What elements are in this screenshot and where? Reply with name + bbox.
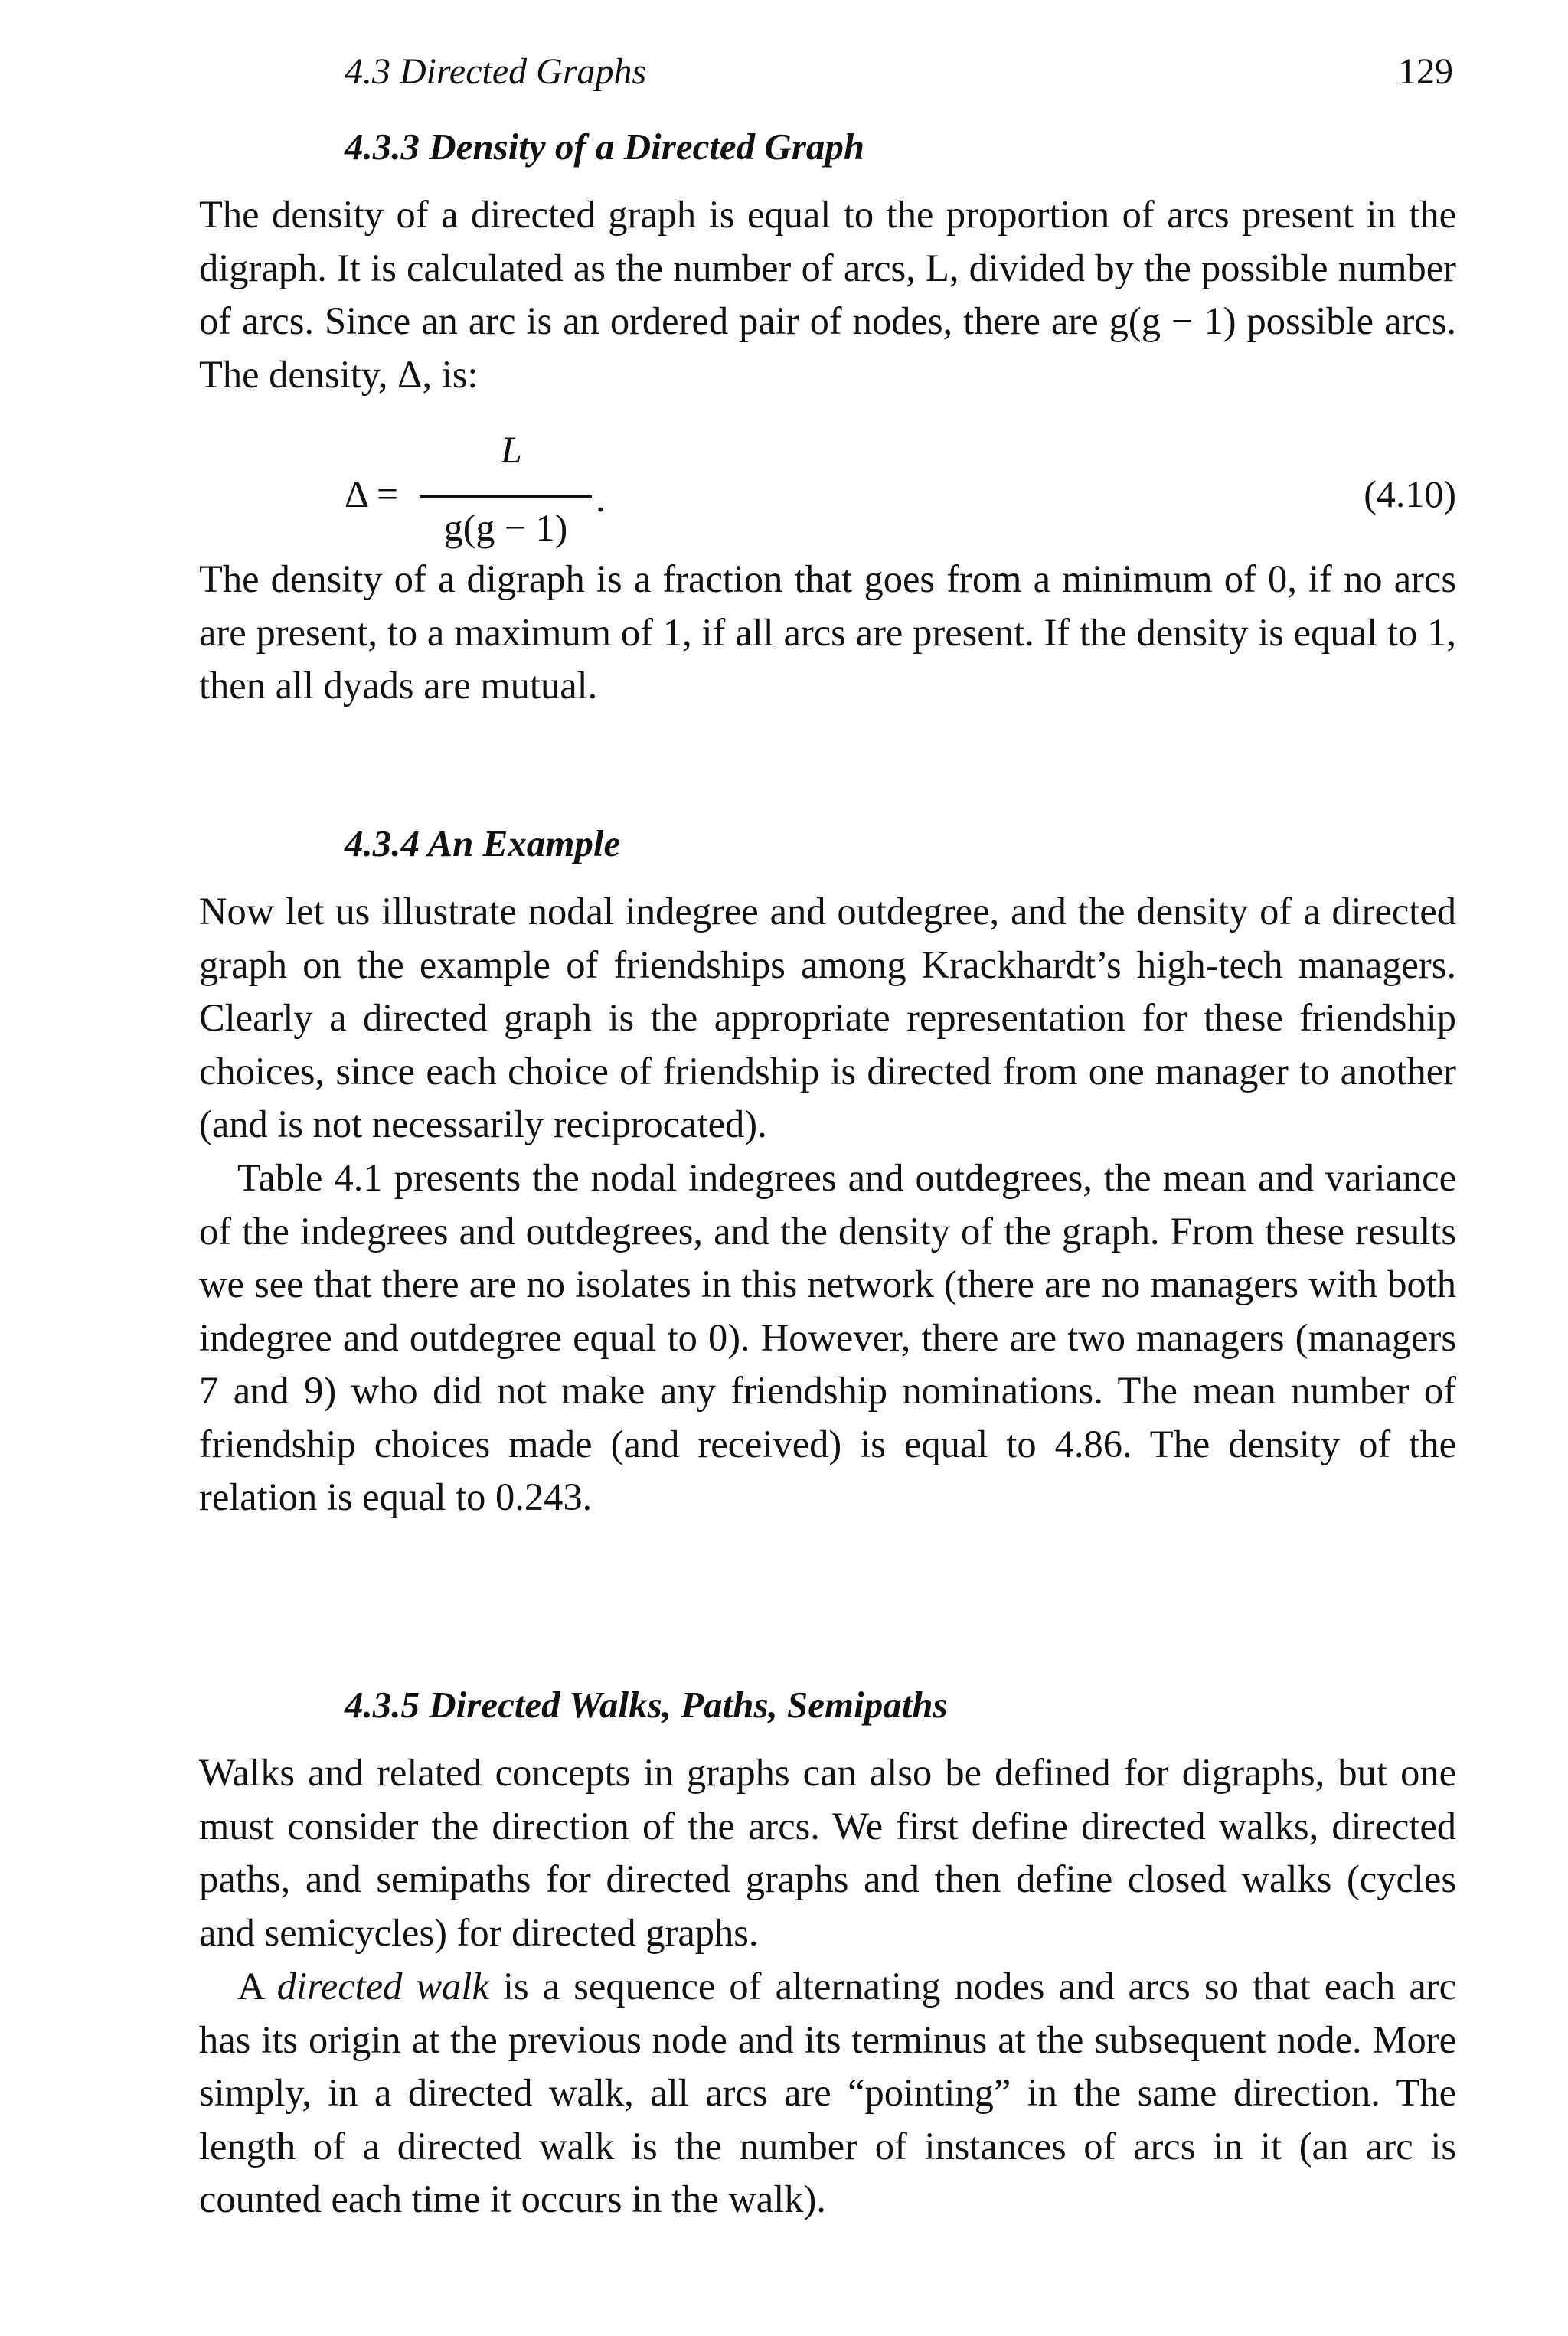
paragraph-density-definition: The density of a directed graph is equal to the proportion of arcs present in the digraph. It is calculated as the number of arcs, L, divided by the possible number of arcs. Since an arc is an ordered pair of nodes, there are g(g − 1) possible arcs. The density, Δ, is: [199,193,1456,396]
equation-4-10 [0,425,1568,570]
equation-period: . [596,477,606,520]
page-number: 129 [1398,51,1453,92]
section-heading-density: 4.3.3 Density of a Directed Graph [345,126,865,168]
equation-numerator: L [501,428,522,471]
equation-denominator: g(g − 1) [443,506,568,549]
section-heading-walks: 4.3.5 Directed Walks, Paths, Semipaths [345,1684,948,1726]
equation-fraction [420,425,606,570]
paragraph-density-range: The density of a digraph is a fraction that goes from a minimum of 0, if no arcs are present, to a maximum of 1, if all arcs are present. If the density is equal to 1, then all dyads are mutual. [199,557,1456,707]
directed-walk-definition: is a sequence of alternating nodes and arcs so that each arc has its origin at the previous node and its terminus at the subsequent node. More simply, in a directed walk, all arcs are “pointing” in the same direction. The length of a directed walk is the number of instances of arcs in it (an arc is counted each time it occurs in the walk). [199,1965,1457,2220]
running-head: 4.3 Directed Graphs [345,51,647,92]
paragraph-walks-intro: Walks and related concepts in graphs can also be defined for digraphs, but one must consider the direction of the arcs. We first define directed walks, directed paths, and semipaths for directed graphs and then define closed walks (cycles and semicycles) for directed graphs. [199,1751,1456,1954]
paragraph-directed-walk [199,1960,1456,2227]
equation-lhs: Δ = [345,472,399,515]
paragraph-example-table: Table 4.1 presents the nodal indegrees and outdegrees, the mean and variance of the indegrees and outdegrees, and the density of the graph. From these results we see that there are no isolates in this network (there are no managers with both indegree and outdegree equal to 0). However, there are two managers (managers 7 and 9) who did not make any friendship nominations. The mean number of friendship choices made (and received) is equal to 4.86. The density of the relation is equal to 0.243. [199,1156,1456,1518]
section-heading-example: 4.3.4 An Example [345,822,621,864]
equation-number: (4.10) [1364,472,1456,515]
paragraph-example-intro: Now let us illustrate nodal indegree and outdegree, and the density of a directed graph on the example of friendships among Krackhardt’s high-tech managers. Clearly a directed graph is the appropriate representation for these friendship choices, since each choice of friendship is directed from one manager to another (and is not necessarily reciprocated). [199,890,1456,1145]
fraction-bar [420,495,592,498]
term-directed-walk: directed walk [276,1965,489,2008]
directed-walk-lead: A [237,1965,277,2008]
